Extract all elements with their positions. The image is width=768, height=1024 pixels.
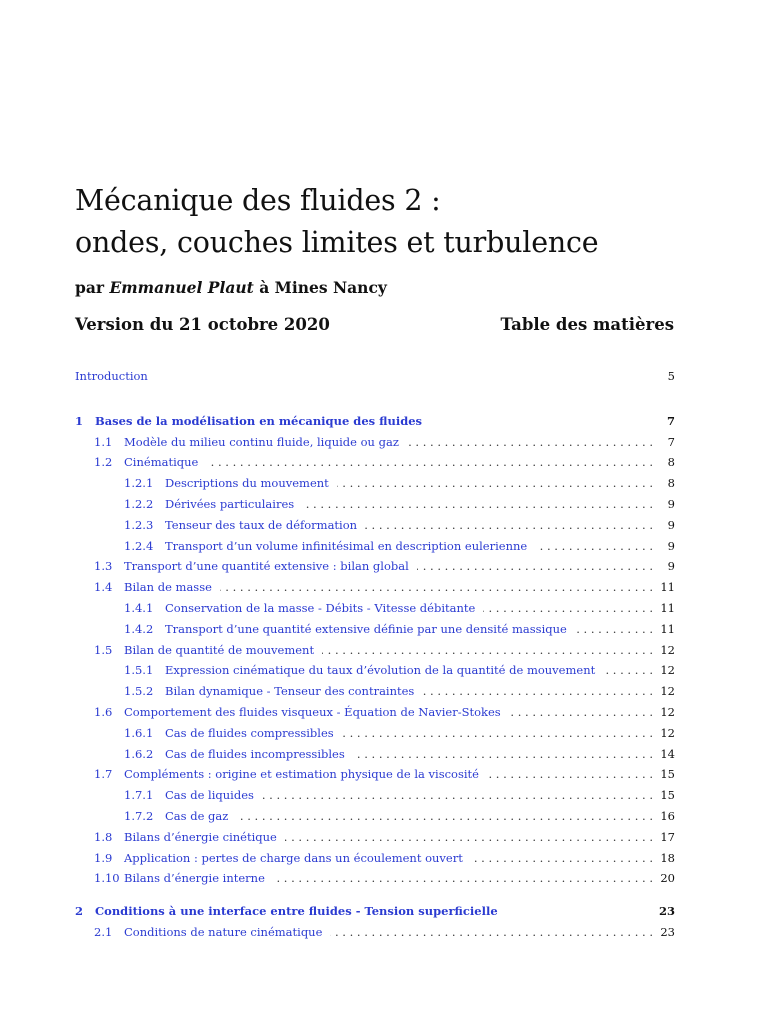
- toc-entry[interactable]: [75, 922, 675, 942]
- toc-page-number: 7: [667, 434, 675, 449]
- toc-page-number: 7: [666, 413, 675, 428]
- toc-page-number: 9: [667, 517, 675, 532]
- toc-entry-link[interactable]: Cinématique: [124, 455, 199, 470]
- toc-entry-link[interactable]: Descriptions du mouvement: [165, 476, 329, 491]
- title-line-2: ondes, couches limites et turbulence: [75, 226, 599, 259]
- author-suffix: à Mines Nancy: [259, 278, 387, 297]
- toc-dot-leader: [407, 432, 653, 452]
- toc-entry-link[interactable]: Bilan dynamique - Tenseur des contraintes: [165, 684, 415, 699]
- toc-entry-number: 1.4: [94, 580, 113, 595]
- toc-entry[interactable]: [75, 515, 675, 535]
- toc-page-number: 12: [660, 663, 675, 678]
- toc-page-number: 11: [660, 621, 675, 636]
- toc-entry-number: 1.10: [94, 871, 120, 886]
- toc-entry-number: 1.6.1: [124, 725, 154, 740]
- toc-page-number: 12: [660, 642, 675, 657]
- toc-dot-leader: [575, 619, 653, 639]
- toc-dot-leader: [535, 536, 653, 556]
- toc-entry-link[interactable]: Cas de liquides: [165, 788, 254, 803]
- toc-entry-number: 1.2.1: [124, 476, 154, 491]
- toc-entry-link[interactable]: Cas de fluides compressibles: [165, 725, 334, 740]
- toc-entry-link[interactable]: Cas de fluides incompressibles: [165, 746, 345, 761]
- toc-entry-number: 1.6.2: [124, 746, 154, 761]
- toc-page-number: 11: [660, 580, 675, 595]
- toc-page-number: 23: [660, 925, 675, 939]
- toc-dot-leader: [353, 744, 653, 764]
- toc-entry-link[interactable]: Conservation de la masse - Débits - Vitesse débitante: [165, 601, 476, 615]
- toc-entry[interactable]: [75, 681, 675, 701]
- toc-entry-link[interactable]: Bilans d’énergie interne: [124, 871, 265, 886]
- title-line-1: Mécanique des fluides 2 :: [75, 184, 441, 217]
- toc-entry[interactable]: [75, 366, 675, 386]
- toc-entry-link[interactable]: Application : pertes de charge dans un écoulement ouvert: [124, 850, 463, 865]
- toc-entry[interactable]: [75, 577, 675, 597]
- author-line: [75, 278, 387, 297]
- toc-dot-leader: [603, 660, 653, 680]
- toc-entry-number: 2: [75, 904, 84, 919]
- toc-page-number: 9: [667, 559, 675, 574]
- toc-page-number: 12: [660, 684, 675, 699]
- toc-entry[interactable]: [75, 901, 675, 921]
- toc-entry[interactable]: [75, 848, 675, 868]
- toc-entry-link[interactable]: Bases de la modélisation en mécanique des fluides: [95, 413, 423, 428]
- toc-dot-leader: [330, 922, 653, 942]
- toc-dot-leader: [487, 764, 653, 784]
- toc-entry-link[interactable]: Compléments : origine et estimation physique de la viscosité: [124, 767, 479, 782]
- toc-entry-link[interactable]: Bilan de masse: [124, 580, 212, 595]
- toc-entry-number: 1.5.1: [124, 663, 154, 678]
- toc-dot-leader: [417, 556, 653, 576]
- toc-page-number: 8: [667, 455, 675, 470]
- toc-entry-link[interactable]: Conditions de nature cinématique: [124, 925, 323, 939]
- toc-entry[interactable]: [75, 785, 675, 805]
- toc-dot-leader: [206, 452, 653, 472]
- toc-dot-leader: [509, 702, 653, 722]
- toc-entry[interactable]: [75, 598, 675, 618]
- toc-entry[interactable]: [75, 702, 675, 722]
- toc-entry-link[interactable]: Transport d’une quantité extensive : bilan global: [124, 559, 409, 574]
- toc-entry-number: 1.2.4: [124, 538, 154, 553]
- toc-entry-number: 1.9: [94, 850, 113, 865]
- toc-dot-leader: [236, 806, 653, 826]
- toc-dot-leader: [483, 598, 653, 618]
- toc-entry-number: 1.2: [94, 455, 113, 470]
- toc-heading: Table des matières: [500, 315, 674, 334]
- toc-entry-link[interactable]: Dérivées particulaires: [165, 497, 295, 511]
- toc-dot-leader: [337, 473, 653, 493]
- author-prefix: par: [75, 278, 105, 297]
- toc-entry[interactable]: [75, 868, 675, 888]
- toc-entry-number: 1.6: [94, 705, 113, 719]
- toc-entry[interactable]: [75, 556, 675, 576]
- toc-entry-number: 1.3: [94, 559, 113, 574]
- toc-entry[interactable]: [75, 827, 675, 847]
- version-date: Version du 21 octobre 2020: [75, 315, 330, 334]
- toc-page-number: 17: [660, 829, 675, 844]
- toc-page-number: 15: [660, 788, 675, 803]
- toc-page-number: 12: [660, 725, 675, 740]
- toc-entry-link[interactable]: Comportement des fluides visqueux - Équation de Navier-Stokes: [124, 705, 501, 719]
- toc-entry-link[interactable]: Expression cinématique du taux d’évolution de la quantité de mouvement: [165, 663, 596, 678]
- toc-dot-leader: [365, 515, 653, 535]
- toc-dot-leader: [285, 827, 653, 847]
- toc-dot-leader: [422, 681, 653, 701]
- toc-page-number: 11: [660, 601, 675, 615]
- toc-entry[interactable]: [75, 744, 675, 764]
- toc-entry-link[interactable]: Introduction: [75, 369, 148, 383]
- toc-entry-number: 1.7.1: [124, 788, 154, 803]
- toc-entry[interactable]: [75, 473, 675, 493]
- toc-entry[interactable]: [75, 432, 675, 452]
- toc-page-number: 18: [660, 850, 675, 865]
- toc-entry-number: 1.2.3: [124, 517, 154, 532]
- toc-entry[interactable]: [75, 723, 675, 743]
- toc-page-number: 15: [660, 767, 675, 782]
- toc-entry[interactable]: [75, 619, 675, 639]
- toc-entry[interactable]: [75, 806, 675, 826]
- toc-dot-leader: [322, 640, 653, 660]
- toc-entry[interactable]: [75, 764, 675, 784]
- toc-entry-link[interactable]: Bilan de quantité de mouvement: [124, 642, 315, 657]
- toc-dot-leader: [273, 868, 653, 888]
- toc-entry[interactable]: [75, 536, 675, 556]
- toc-entry-number: 1: [75, 413, 84, 428]
- toc-page-number: 16: [660, 809, 675, 823]
- toc-entry[interactable]: [75, 494, 675, 514]
- toc-entry[interactable]: [75, 452, 675, 472]
- toc-entry[interactable]: [75, 640, 675, 660]
- toc-entry-number: 1.1: [94, 434, 113, 449]
- toc-page-number: 20: [660, 871, 675, 886]
- toc-dot-leader: [220, 577, 653, 597]
- toc-entry-number: 1.5: [94, 642, 113, 657]
- toc-entry-link[interactable]: Tenseur des taux de déformation: [165, 517, 358, 532]
- toc-entry-link[interactable]: Modèle du milieu continu fluide, liquide ou gaz: [124, 434, 399, 449]
- toc-dot-leader: [471, 848, 653, 868]
- toc-page-number: 9: [667, 497, 675, 511]
- document-title: [75, 180, 598, 264]
- toc-entry-number: 1.4.1: [124, 601, 154, 615]
- toc-entry[interactable]: [75, 411, 675, 431]
- toc-page-number: 9: [667, 538, 675, 553]
- toc-page-number: 8: [667, 476, 675, 491]
- toc-entry[interactable]: [75, 660, 675, 680]
- toc-page-number: 5: [667, 369, 675, 383]
- toc-dot-leader: [302, 494, 653, 514]
- toc-dot-leader: [342, 723, 653, 743]
- toc-entry-link[interactable]: Transport d’un volume infinitésimal en description eulerienne: [165, 538, 528, 553]
- toc-entry-number: 1.7.2: [124, 809, 154, 823]
- toc-entry-number: 1.4.2: [124, 621, 154, 636]
- toc-entry-number: 1.8: [94, 829, 113, 844]
- toc-page-number: 23: [658, 904, 675, 919]
- toc-page-number: 12: [660, 705, 675, 719]
- toc-entry-link[interactable]: Conditions à une interface entre fluides - Tension superficielle: [95, 904, 498, 919]
- toc-entry-link[interactable]: Transport d’une quantité extensive définie par une densité massique: [165, 621, 567, 636]
- toc-entry-number: 2.1: [94, 925, 113, 939]
- toc-entry-number: 1.5.2: [124, 684, 154, 699]
- toc-entry-link[interactable]: Bilans d’énergie cinétique: [124, 829, 277, 844]
- toc-entry-number: 1.7: [94, 767, 113, 782]
- author-name: Emmanuel Plaut: [109, 278, 254, 297]
- toc-entry-number: 1.2.2: [124, 497, 154, 511]
- toc-entry-link[interactable]: Cas de gaz: [165, 809, 229, 823]
- toc-dot-leader: [262, 785, 653, 805]
- toc-page-number: 14: [660, 746, 675, 761]
